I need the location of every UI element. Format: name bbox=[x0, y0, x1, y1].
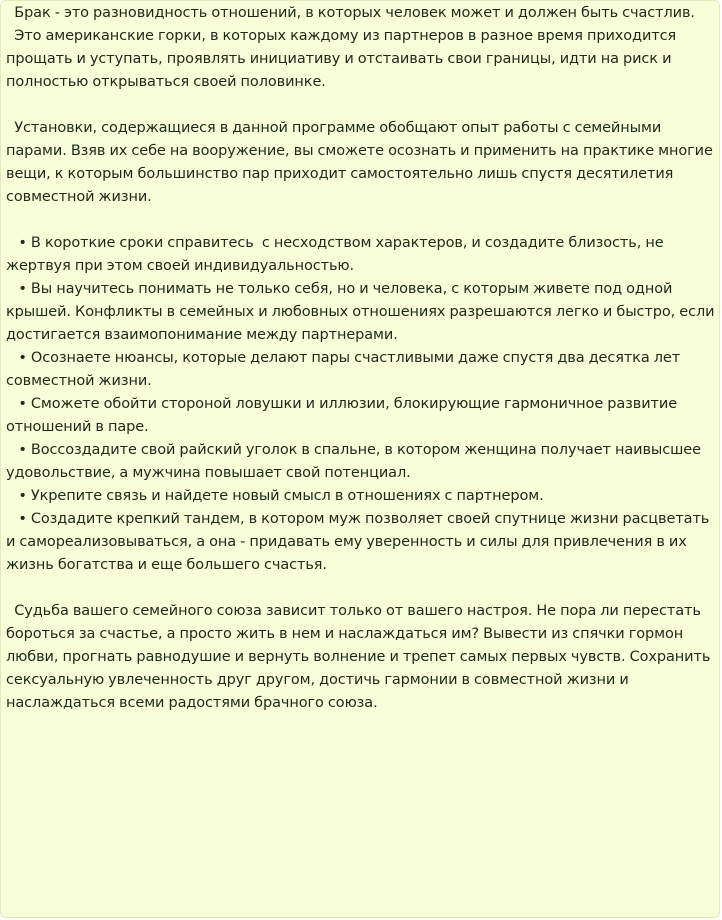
bullet-item: • Создадите крепкий тандем, в котором муж позволяет своей спутнице жизни расцветать и самореализовываться, а она - придавать ему уверенность и силы для привлечения в их жизнь богатства и еще большего счастья. bbox=[6, 511, 714, 573]
intro-paragraph-2: Это американские горки, в которых каждому из партнеров в разное время приходится прощать и уступать, проявлять инициативу и отстаивать свои границы, идти на риск и полностью открываться своей половинке. bbox=[6, 28, 681, 90]
bullet-item: • Воссоздадите свой райский уголок в спальне, в котором женщина получает наивысшее удовольствие, а мужчина повышает свой потенциал. bbox=[6, 442, 706, 481]
program-paragraph: Установки, содержащиеся в данной программе обобщают опыт работы с семейными парами. Взяв их себе на вооружение, вы сможете осознать и применить на практике многие вещи, к которым большинство пар приходит самостоятельно лишь спустя десятилетия совместной жизни. bbox=[6, 120, 717, 205]
intro-paragraph-1: Брак - это разновидность отношений, в которых человек может и должен быть счастлив. bbox=[6, 5, 695, 21]
bullet-item: • Сможете обойти стороной ловушки и иллюзии, блокирующие гармоничное развитие отношений в паре. bbox=[6, 396, 682, 435]
paragraph-spacer bbox=[6, 94, 717, 117]
paragraph-spacer bbox=[6, 577, 717, 600]
bullet-item: • В короткие сроки справитесь с несходством характеров, и создадите близость, не жертвуя при этом своей индивидуальностью. bbox=[6, 235, 668, 274]
bullet-item: • Вы научитесь понимать не только себя, но и человека, с которым живете под одной крышей. Конфликты в семейных и любовных отношениях разрешаются легко и быстро, если достигается взаимопонимание между партнерами. bbox=[6, 281, 719, 343]
conclusion-paragraph: Судьба вашего семейного союза зависит только от вашего настроя. Не пора ли перестать бороться за счастье, а просто жить в нем и наслаждаться им? Вывести из спячки гормон любви, прогнать равнодушие и вернуть волнение и трепет самых первых чувств. Сохранить сексуальную увлеченность друг другом, достичь гармонии в совместной жизни и наслаждаться всеми радостями брачного союза. bbox=[6, 603, 715, 711]
bullet-item: • Укрепите связь и найдете новый смысл в отношениях с партнером. bbox=[6, 488, 544, 504]
paragraph-spacer bbox=[6, 209, 717, 232]
description-text bbox=[1, 1, 719, 715]
bullet-item: • Осознаете нюансы, которые делают пары счастливыми даже спустя два десятка лет совместной жизни. bbox=[6, 350, 685, 389]
